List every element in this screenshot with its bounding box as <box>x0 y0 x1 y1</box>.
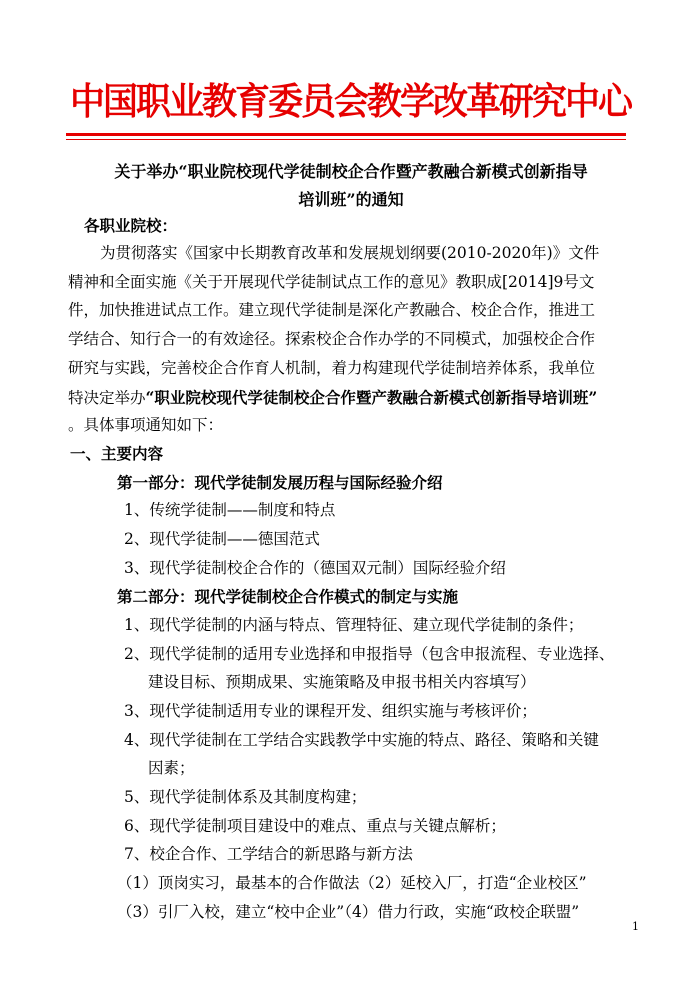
list-item: 2、现代学徒制的适用专业选择和申报指导（包含申报流程、专业选择、 <box>124 645 615 663</box>
header-rule-thick <box>66 133 626 136</box>
training-name: “职业院校现代学徒制校企合作暨产教融合新模式创新指导培训班” <box>145 388 598 407</box>
part2-heading: 第二部分：现代学徒制校企合作模式的制定与实施 <box>117 587 459 606</box>
intro-line: 精神和全面实施《关于开展现代学徒制试点工作的意见》教职成[2014]9号文 <box>68 273 595 291</box>
list-item: 6、现代学徒制项目建设中的难点、重点与关键点解析； <box>124 817 506 835</box>
intro-line: 学结合、知行合一的有效途径。探索校企合作办学的不同模式，加强校企合作 <box>68 330 596 348</box>
sub-item: （1）顶岗实习，最基本的合作做法（2）延校入厂，打造“企业校区” <box>117 874 587 892</box>
part1-heading: 第一部分：现代学徒制发展历程与国际经验介绍 <box>117 473 443 492</box>
list-item: 3、现代学徒制校企合作的（德国双元制）国际经验介绍 <box>124 559 506 577</box>
sub-item: （3）引厂入校，建立“校中企业”（4）借力行政，实施“政校企联盟” <box>117 903 580 921</box>
list-item: 2、现代学徒制——德国范式 <box>124 530 320 548</box>
list-item: 3、现代学徒制适用专业的课程开发、组织实施与考核评价； <box>124 702 537 720</box>
intro-text: 特决定举办 <box>68 389 146 407</box>
intro-line: 件，加快推进试点工作。建立现代学徒制是深化产教融合、校企合作，推进工 <box>68 301 596 319</box>
intro-line: 研究与实践，完善校企合作育人机制，着力构建现代学徒制培养体系，我单位 <box>68 359 596 377</box>
intro-line: 为贯彻落实《国家中长期教育改革和发展规划纲要(2010-2020年)》文件 <box>100 244 600 262</box>
list-item: 7、校企合作、工学结合的新思路与新方法 <box>124 845 413 863</box>
salutation: 各职业院校： <box>84 216 178 235</box>
organization-title: 中国职业教育委员会教学改革研究中心 <box>70 81 632 124</box>
section-heading: 一、主要内容 <box>70 444 164 463</box>
list-item: 4、现代学徒制在工学结合实践教学中实施的特点、路径、策略和关键 <box>124 731 599 749</box>
list-item-continuation: 建设目标、预期成果、实施策略及申报书相关内容填写） <box>148 673 536 691</box>
notice-title <box>66 158 636 214</box>
list-item: 1、传统学徒制——制度和特点 <box>124 501 336 519</box>
list-item: 5、现代学徒制体系及其制度构建； <box>124 788 367 806</box>
list-item: 1、现代学徒制的内涵与特点、管理特征、建立现代学徒制的条件； <box>124 616 584 634</box>
page-number: 1 <box>632 920 639 933</box>
header-rule-thin <box>66 139 626 140</box>
notice-title-line2: 培训班”的通知 <box>298 190 404 209</box>
list-item-continuation: 因素； <box>148 759 195 777</box>
notice-title-line1: 关于举办“职业院校现代学徒制校企合作暨产教融合新模式创新指导 <box>114 162 588 181</box>
intro-line <box>68 384 597 412</box>
intro-line: 。具体事项通知如下： <box>68 416 224 434</box>
